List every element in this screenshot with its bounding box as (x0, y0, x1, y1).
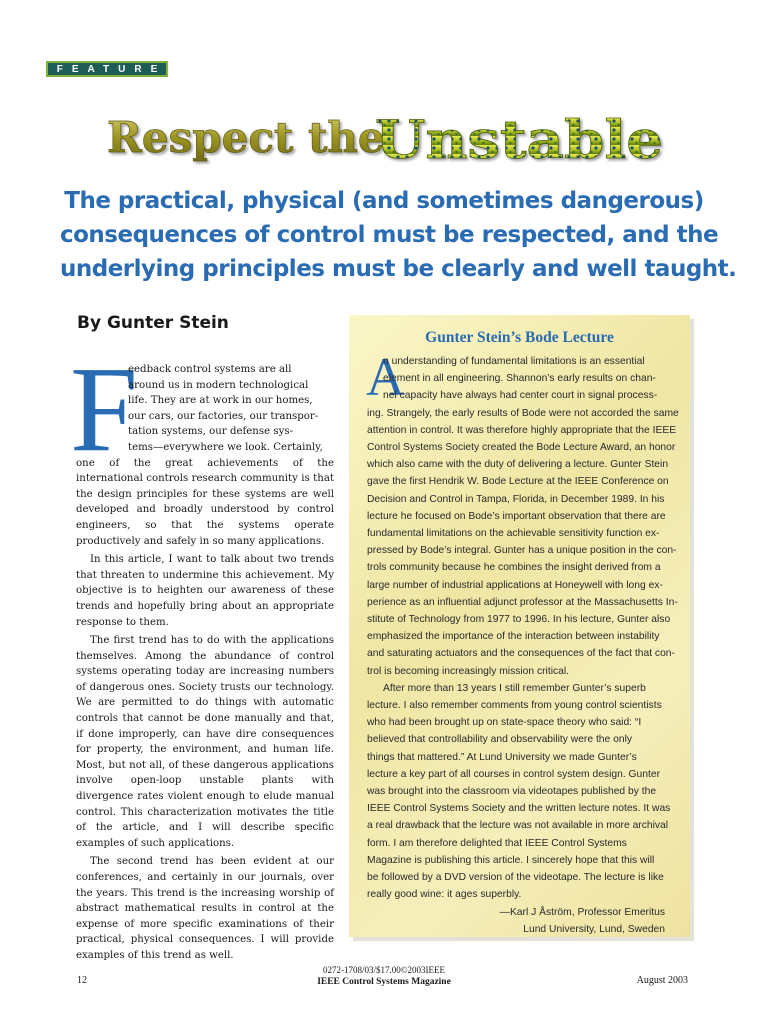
sidebar-line: emphasized the importance of the interaction between instability (367, 631, 660, 643)
title-graphic (0, 100, 768, 172)
article-paragraph-1-opening (76, 362, 334, 456)
title-part1: Respect the (107, 113, 385, 162)
sidebar-line: Magazine is publishing this article. I sincerely hope that this will (367, 854, 655, 866)
sidebar-line: After more than 13 years I still remember Gunter’s superb (383, 682, 646, 694)
deck-line-2: consequences of control must be respected, and the (60, 222, 719, 248)
article-line: eedback control systems are all (128, 364, 292, 375)
feature-tag (46, 61, 168, 77)
article-paragraph-4: The second trend has been evident at our conferences, and certainly in our journals, over the years. This trend is the increasing worship of abstract mathematical results in control at the expense of more specific examinations of their practical, physical consequences. I will provide examples of this trend as well. (76, 856, 334, 961)
sidebar-line: trol is becoming increasingly mission critical. (367, 665, 570, 677)
sidebar-line: gave the first Hendrik W. Bode Lecture at the IEEE Conference on (367, 476, 669, 488)
sidebar-line: lecture a key part of all courses in control system design. Gunter (367, 768, 661, 780)
article-title (0, 100, 768, 172)
article-line: our cars, our factories, our transpor- (128, 410, 319, 422)
sidebar-line: form. I am therefore delighted that IEEE Control Systems (367, 837, 627, 849)
sidebar-line: lecture. I also remember comments from young control scientists (367, 700, 662, 712)
byline: By Gunter Stein (77, 313, 229, 333)
article-body (76, 362, 334, 964)
deck-line-1: The practical, physical (and sometimes dangerous) (64, 188, 704, 214)
sidebar-line: large number of industrial applications at Honeywell with long ex- (367, 579, 663, 591)
sidebar-line: IEEE Control Systems Society and the written lecture notes. It was (367, 803, 671, 815)
sidebar-line: element in all engineering. Shannon’s early results on chan- (383, 373, 656, 385)
sidebar-line: n understanding of fundamental limitations is an essential (383, 356, 645, 367)
sidebar-signature-name: —Karl J Åström, Professor Emeritus (499, 906, 665, 918)
page-number: 12 (77, 975, 87, 986)
sidebar-box (349, 315, 690, 937)
sidebar-line: perience as an influential adjunct professor at the Massachusetts In- (367, 596, 678, 608)
sidebar-line: lecture he focused on Bode’s important observation that there are (367, 510, 666, 522)
article-line: around us in modern technological (128, 379, 309, 391)
sidebar-line: really good wine: it ages superbly. (367, 889, 522, 901)
sidebar-line: fundamental limitations on the achievable sensitivity function ex- (367, 528, 660, 540)
sidebar-line: pressed by Bode’s integral. Gunter has a unique position in the con- (367, 545, 677, 557)
article-line: tems—everywhere we look. Certainly, (128, 441, 323, 453)
sidebar-line: be followed by a DVD version of the videotape. The lecture is like (367, 872, 664, 884)
sidebar-line: attention in control. It was therefore highly appropriate that the IEEE (367, 424, 677, 436)
sidebar-line: a real drawback that the lecture was not available in more archival (367, 820, 669, 832)
footer-magazine: IEEE Control Systems Magazine (317, 977, 451, 987)
sidebar-line: which also came with the duty of delivering a lecture. Gunter Stein (367, 459, 669, 471)
dropcap-letter: F (70, 342, 138, 477)
article-paragraph-2: In this article, I want to talk about two trends that threaten to undermine this achievement. My objective is to heighten our awareness of these trends and hopefully bring about an appropriate response to them. (76, 554, 334, 628)
sidebar-line: ing. Strangely, the early results of Bode were not accorded the same (367, 407, 679, 419)
sidebar-title: Gunter Stein’s Bode Lecture (425, 329, 614, 346)
sidebar-line: who had been brought up on state-space theory who said: “I (367, 717, 642, 729)
sidebar-line: stitute of Technology from 1977 to 1996. In his lecture, Gunter also (367, 614, 671, 626)
sidebar-line: was brought into the classroom via videotapes published by the (367, 786, 657, 798)
sidebar-line: things that mattered.” At Lund University we made Gunter’s (367, 751, 637, 763)
article-line: life. They are at work in our homes, (128, 395, 313, 407)
deck-line-3: underlying principles must be clearly and well taught. (60, 256, 737, 282)
article-paragraph-3: The first trend has to do with the applications themselves. Among the abundance of control systems operating today are increasing numbers of dangerous ones. Society trusts our technology. We are permitted to do things with automatic controls that cannot be done manually and that, if done improperly, can have dire consequences for property, the environment, and human life. Most, but not all, of these dangerous applications involve open-loop unstable plants with divergence rates violent enough to elude manual control. This characterization motivates the title of the article, and I will describe specific examples of such applications. (76, 635, 334, 849)
sidebar-signature-affiliation: Lund University, Lund, Sweden (523, 923, 665, 935)
sidebar-dropcap-letter: A (366, 347, 405, 407)
footer-date: August 2003 (636, 975, 688, 986)
footer-code: 0272-1708/03/$17.00©2003IEEE (322, 965, 446, 975)
sidebar-line: and saturating actuators and the consequences of the fact that con- (367, 648, 675, 660)
sidebar-line: trols community because he combines the insight derived from a (367, 562, 661, 574)
sidebar-line: Decision and Control in Tampa, Florida, in December 1989. In his (367, 493, 665, 505)
title-part2: Unstable (375, 110, 663, 171)
article-deck (60, 184, 737, 286)
article-paragraph-1-rest: one of the great achievements of the international controls research community is that the design principles for these systems are well developed and broadly understood by control engineers, so that the systems operate productively and safely in so many applications. (76, 457, 334, 547)
feature-tag-label: FEATURE (56, 63, 167, 75)
sidebar-line: Control Systems Society created the Bode Lecture Award, an honor (367, 442, 676, 454)
article-line: tation systems, our defense sys- (128, 426, 294, 438)
sidebar-line: nel capacity have always had center court in signal process- (383, 390, 658, 402)
sidebar-text (367, 353, 679, 938)
sidebar-line: believed that controllability and observability were the only (367, 734, 633, 746)
